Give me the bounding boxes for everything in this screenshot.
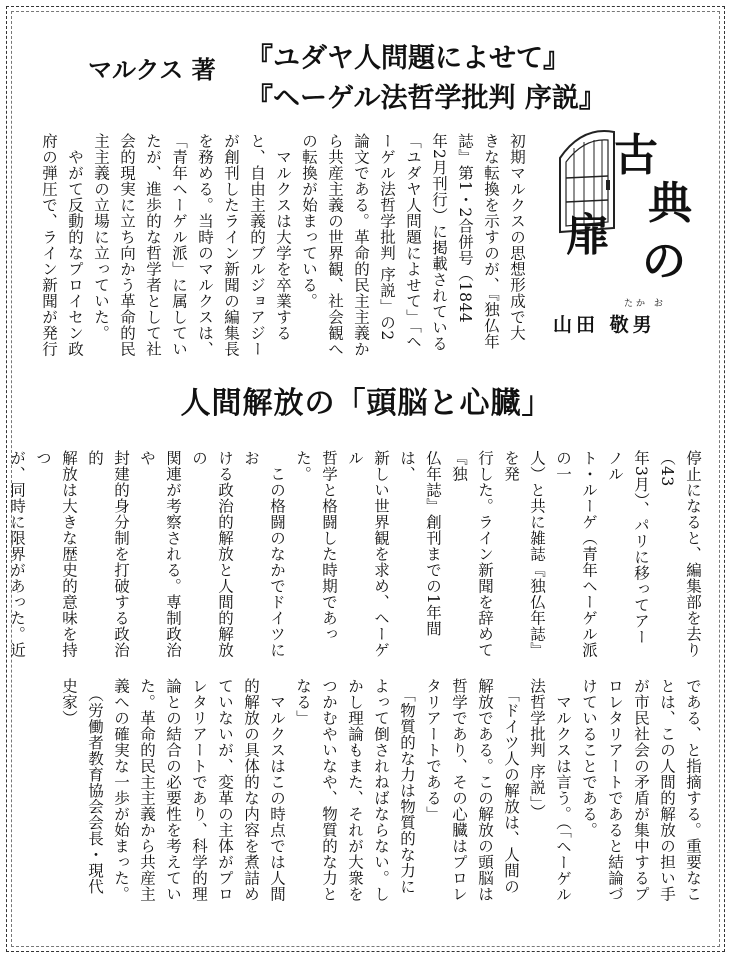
book-author: マルクス 著 xyxy=(88,56,216,84)
logo-char-2: 典 xyxy=(648,178,692,229)
book-title-2: 『ヘーゲル法哲学批判 序説』 xyxy=(246,83,606,114)
author-ruby: たか お xyxy=(624,299,666,309)
headline: 人間解放の「頭脳と心臓」 xyxy=(180,386,553,421)
logo-char-4: の xyxy=(642,236,686,287)
logo-char-3: 扉 xyxy=(566,210,610,261)
author-name: 山田 敬男 xyxy=(553,314,656,336)
book-title-1: 『ユダヤ人問題によせて』 xyxy=(246,43,570,74)
logo-char-1: 古 xyxy=(614,130,658,181)
body-column-3: である、と指摘する。重要なこ とは、この人間的解放の担い手 が市民社会の矛盾が集中するプ ロレタリアートであると結論づ けていることである。 マルクスは言う。（「ヘーゲル 法哲学批判 序説」） 「ドイツ人の解放は、人間の 解放である。この解放の頭脳は 哲学であり、その心臓はプロレ タリアートである」 「物質的な力は物質的な力に よって倒されねばならない。し かし理論もまた、それが大衆を つかむやいなや、物質的な力と なる」 マルクスはこの時点では人間 的解放の具体的な内容を煮詰め ていないが、変革の主体がプロ レタリアートであり、科学的理 論との結合の必要性を考えてい た。革命的民主主義から共産主 義への確実な一歩が始まった。 （労働者教育協会会長・現代 史家） xyxy=(60,678,702,903)
body-column-2: 停止になると、編集部を去り（43 年3月）、パリに移ってアーノル ト・ルーゲ（青年ヘーゲル派の一 人）と共に雑誌『独仏年誌』を発 行した。ライン新聞を辞めて『独 仏年誌』創刊までの1年間は、 新しい世界観を求め、ヘーゲル 哲学と格闘した時期であった。 この格闘のなかでドイツにお ける政治的解放と人間的解放の 関連が考察される。専制政治や 封建的身分制を打破する政治的 解放は大きな歴史的意味を持つ が、同時に限界があった。近 xyxy=(8,450,702,658)
body-column-1: 初期マルクスの思想形成で大 きな転換を示すのが、『独仏年 誌』第1・2合併号（1844 年2月刊行）に掲載されている 「ユダヤ人問題によせて」「ヘ ーゲル法哲学批判 序説」の2 論文である。革命的民主主義か ら共産主義の世界観、社会観へ の転換が始まっている。 マルクスは大学を卒業する と、自由主義的ブルジョアジー が創刊したライン新聞の編集長 を務める。当時のマルクスは、 「青年ヘーゲル派」に属してい たが、進歩的な哲学者として社 会的現実に立ち向かう革命的民 主主義の立場に立っていた。 やがて反動的なプロイセン政 府の弾圧で、ライン新聞が発行 xyxy=(40,133,526,357)
